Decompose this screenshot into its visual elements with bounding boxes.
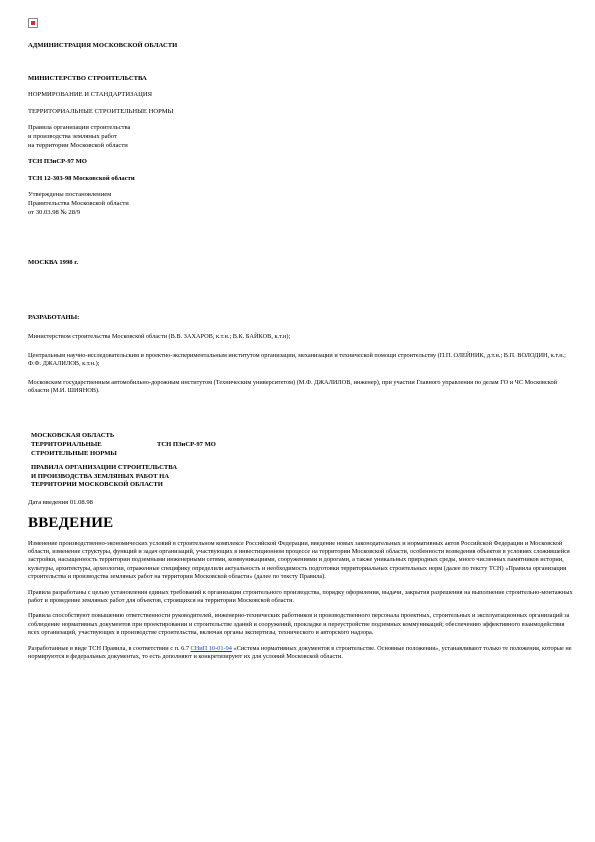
approved-line: от 30.03.98 № 28/9 [28,208,81,216]
ministry-title: МИНИСТЕРСТВО СТРОИТЕЛЬСТВА [28,74,147,82]
standard-header-block [31,432,576,490]
place-year: МОСКВА 1998 г. [28,259,79,267]
norms-code: ТСН ПЗиСР-97 МО [157,440,216,448]
developer-item: Центральным научно-исследовательским и проектно-экспериментальным институтом организации, механизации и технической помощи строительству (П.П. ОЛЕЙНИК, д.т.н.; В.П. ВОЛОДИН, к.т.н.; Ф.Ф. ДЖАЛИЛОВ, к.т.н.); [28,351,566,368]
intro-paragraph: Правила способствуют повышению ответственности руководителей, инженерно-технических работников и производственного персонала проектных, строительных и эксплуатационных организаций за соблюдение нормативных документов при проектировании и строительстве зданий и сооружений, прокладке и переустройстве подземных коммуникаций; обеспечению эффективного взаимодействия всех организаций, участвующих в производстве строительства, включая органы экспертизы, технического и авторского надзора. [28,612,570,637]
rules-title-line: Правила организации строительства [28,124,131,132]
snip-link[interactable]: СНиП 10-01-94 [190,644,232,652]
rules-caps-line: И ПРОИЗВОДСТВА ЗЕМЛЯНЫХ РАБОТ НА [31,472,170,480]
org-title: АДМИНИСТРАЦИЯ МОСКОВСКОЙ ОБЛАСТИ [28,42,178,49]
developer-item: Министерством строительства Московской области (В.В. ЗАХАРОВ, к.т.н.; В.К. БАЙКОВ, к.т.н); [28,333,291,341]
section-heading: ВВЕДЕНИЕ [28,514,114,531]
developer-item: Московским государственным автомобильно-дорожным институтом (Техническим университетом) (М.Ф. ДЖАЛИЛОВ, инженер), при участии Главного управления по делам ГО и ЧС Московской области (М.И. ШИЯНОВ). [28,378,558,394]
developed-label: РАЗРАБОТАНЫ: [28,313,80,321]
rules-caps-line: ТЕРРИТОРИИ МОСКОВСКОЙ ОБЛАСТИ [31,481,163,489]
code-label: ТСН ПЗиСР-97 МО [28,158,87,166]
code-label-2: ТСН 12-303-98 Московской области [28,174,135,182]
department-title: НОРМИРОВАНИЕ И СТАНДАРТИЗАЦИЯ [28,91,153,99]
approved-line: Правительства Московской области [28,199,129,207]
broken-image-icon [28,18,38,28]
norms-title: ТЕРРИТОРИАЛЬНЫЕ СТРОИТЕЛЬНЫЕ НОРМЫ [28,107,174,115]
norms-label: СТРОИТЕЛЬНЫЕ НОРМЫ [31,449,117,457]
intro-paragraph: Правила разработаны с целью установления единых требований к организации строительного производства, порядку оформления, выдачи, закрытия разрешения на выполнение строительно-монтажных работ и проведение земляных работ для объектов, строящихся на территории Московской области. [28,588,573,604]
document-page [28,18,576,668]
region-label: МОСКОВСКАЯ ОБЛАСТЬ [31,432,115,440]
paragraph-text: Разработанные в виде ТСН Правила, в соответствии с п. 6.7 [28,644,191,652]
rules-title-line: и производства земляных работ [28,132,117,140]
rules-title-line: на территории Московской области [28,141,128,149]
approved-line: Утверждены постановлением [28,191,112,199]
intro-paragraph [28,645,576,662]
effective-date: Дата введения 01.08.98 [28,498,93,506]
intro-paragraph: Изменение производственно-экономических условий в строительном комплексе Российской Федерации, введение новых законодательных и нормативных актов Российской Федерации и Московской области, изменение структуры, функций и задач организаций, участвующих в инвестиционном процессе на территории Московской области, особенности возведения объектов в условиях сложившейся застройки, насыщенность территории подземными инженерными сетями, коммуникациями, сооружениями и дорогами, а также уникальных природных среды, много численных памятников истории, культуры, архитектуры, археологии, отраженные специфику определили актуальность и необходимость подготовки территориальных строительных норм (далее по тексту ТСН) «Правила организации строительства и производства земляных работ на территории Московской области» (далее по тексту Правила). [28,539,570,581]
norms-row [31,441,576,458]
rules-caps-line: ПРАВИЛА ОРГАНИЗАЦИИ СТРОИТЕЛЬСТВА [31,464,177,472]
paragraph-text: «Система нормативных документов в строительстве. Основные положения», устанавливают только те положения, которые не нормируются в федеральных документах, то есть дополняют и конкретизируют их для условий Московской области. [28,644,572,660]
norms-label: ТЕРРИТОРИАЛЬНЫЕ [31,440,102,448]
